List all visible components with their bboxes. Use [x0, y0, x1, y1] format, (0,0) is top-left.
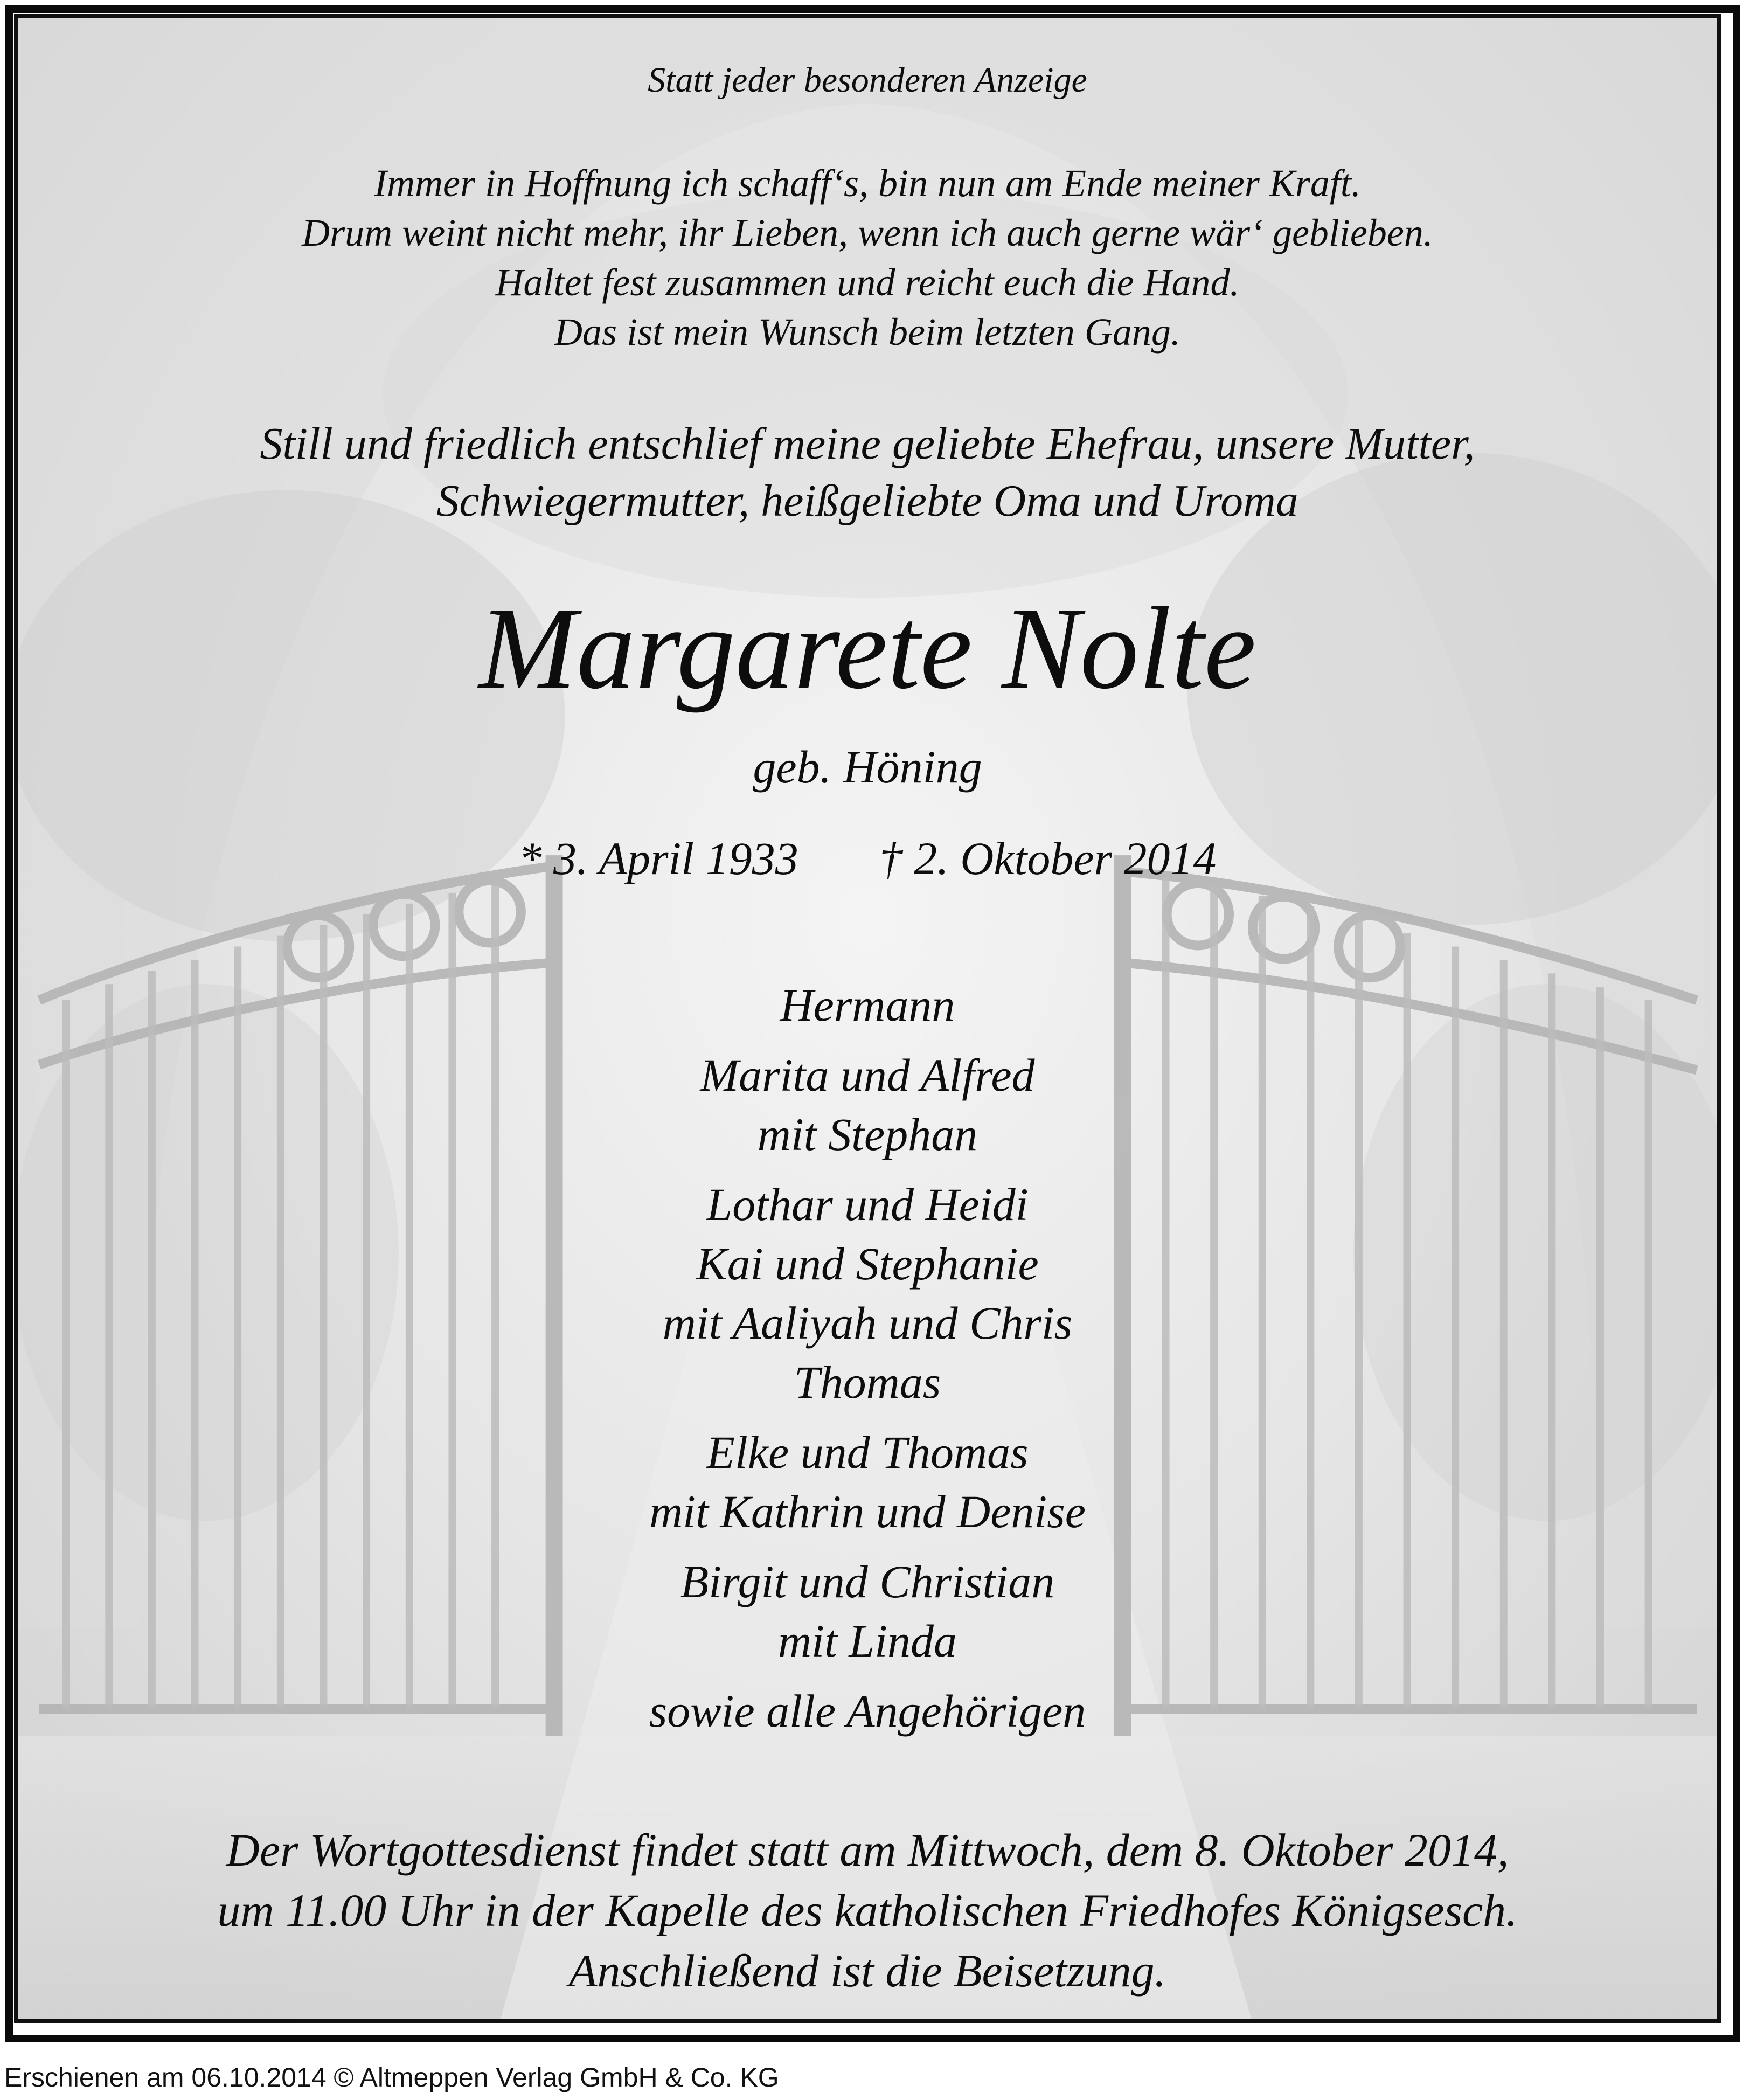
death-date: † 2. Oktober 2014: [879, 833, 1217, 884]
deceased-name: Margarete Nolte: [478, 584, 1256, 713]
mourner-line: Birgit und Christian: [680, 1556, 1055, 1607]
mourner-line: Kai und Stephanie: [696, 1238, 1039, 1290]
lead-text-line: Still und friedlich entschlief meine geliebte Ehefrau, unsere Mutter,: [260, 419, 1475, 469]
mourner-line: Lothar und Heidi: [706, 1179, 1029, 1230]
service-info-line: Der Wortgottesdienst findet statt am Mittwoch, dem 8. Oktober 2014,: [226, 1824, 1509, 1876]
poem-line: Haltet fest zusammen und reicht euch die Hand.: [495, 261, 1240, 304]
mourner-line: Elke und Thomas: [706, 1426, 1029, 1478]
poem-line: Drum weint nicht mehr, ihr Lieben, wenn ich auch gerne wär‘ geblieben.: [302, 211, 1433, 254]
life-dates: [18, 831, 1717, 885]
mourner-line: sowie alle Angehörigen: [649, 1685, 1086, 1737]
service-info-line: um 11.00 Uhr in der Kapelle des katholischen Friedhofes Königsesch.: [217, 1884, 1518, 1936]
publication-footer: Erschienen am 06.10.2014 © Altmeppen Verlag GmbH & Co. KG: [4, 2062, 779, 2092]
intro-heading: Statt jeder besonderen Anzeige: [648, 60, 1087, 100]
obituary-text-block: [18, 18, 1717, 2019]
poem-line: Immer in Hoffnung ich schaff‘s, bin nun am Ende meiner Kraft.: [374, 162, 1361, 205]
lead-text-line: Schwiegermutter, heißgeliebte Oma und Uroma: [436, 476, 1298, 526]
poem-line: Das ist mein Wunsch beim letzten Gang.: [554, 310, 1180, 354]
obituary-card: [14, 14, 1721, 2023]
mourner-line: mit Kathrin und Denise: [649, 1486, 1086, 1537]
mourner-line: Thomas: [794, 1356, 941, 1408]
mourner-line: mit Stephan: [757, 1108, 978, 1160]
service-info-line: Anschließend ist die Beisetzung.: [568, 1945, 1166, 1997]
birth-date: * 3. April 1933: [518, 833, 798, 884]
maiden-name: geb. Höning: [753, 741, 982, 793]
mourner-line: mit Aaliyah und Chris: [662, 1297, 1073, 1349]
mourner-line: Hermann: [780, 979, 955, 1031]
mourner-line: mit Linda: [777, 1615, 957, 1667]
mourner-line: Marita und Alfred: [700, 1049, 1035, 1101]
